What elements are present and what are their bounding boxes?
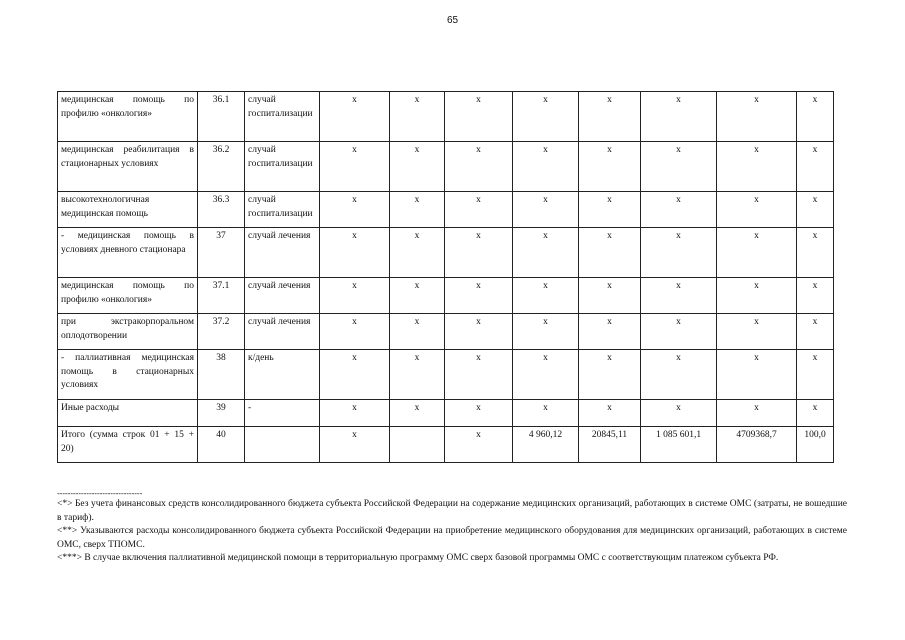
value-cell: х (445, 142, 513, 192)
value-cell: х (445, 314, 513, 350)
row-name-cell: Иные расходы (58, 400, 198, 427)
value-cell: х (320, 92, 390, 142)
value-cell: х (320, 228, 390, 278)
value-cell: х (390, 192, 445, 228)
footnote-3: <***> В случае включения паллиативной медицинской помощи в территориальную программу ОМС сверх базовой программы ОМС с соответствующим платежом субъекта РФ. (57, 553, 779, 563)
value-cell: х (797, 400, 834, 427)
value-cell: 100,0 (797, 427, 834, 463)
row-code-cell: 37.1 (198, 278, 245, 314)
value-cell: х (579, 192, 641, 228)
value-cell: х (579, 92, 641, 142)
value-cell: х (797, 350, 834, 400)
row-code-cell: 37 (198, 228, 245, 278)
financing-table (57, 91, 834, 463)
value-cell: х (513, 350, 579, 400)
footnotes (57, 489, 847, 566)
value-cell: х (320, 427, 390, 463)
value-cell: 4 960,12 (513, 427, 579, 463)
row-unit-cell: - (245, 400, 320, 427)
value-cell: х (320, 192, 390, 228)
value-cell: х (641, 314, 717, 350)
row-unit-cell: случай госпитализации (245, 192, 320, 228)
value-cell: х (390, 142, 445, 192)
row-name-cell: высокотехнологичная медицинская помощь (58, 192, 198, 228)
table-row (58, 228, 834, 278)
table-row (58, 427, 834, 463)
value-cell: х (513, 142, 579, 192)
row-code-cell: 36.2 (198, 142, 245, 192)
table-row (58, 142, 834, 192)
row-unit-cell: случай госпитализации (245, 142, 320, 192)
value-cell: х (513, 314, 579, 350)
value-cell: х (717, 192, 797, 228)
value-cell: х (797, 228, 834, 278)
value-cell: х (641, 278, 717, 314)
value-cell: х (641, 92, 717, 142)
row-name-cell: - паллиативная медицинская помощь в стационарных условиях (58, 350, 198, 400)
value-cell: х (513, 278, 579, 314)
row-code-cell: 40 (198, 427, 245, 463)
row-unit-cell: случай лечения (245, 228, 320, 278)
value-cell: х (320, 314, 390, 350)
value-cell: х (579, 350, 641, 400)
value-cell: х (797, 278, 834, 314)
page-number: 65 (446, 15, 459, 26)
value-cell: х (579, 400, 641, 427)
value-cell: х (797, 92, 834, 142)
table-row (58, 350, 834, 400)
row-name-cell: при экстракорпоральном оплодотворении (58, 314, 198, 350)
value-cell: х (320, 278, 390, 314)
value-cell: х (641, 142, 717, 192)
value-cell: 20845,11 (579, 427, 641, 463)
value-cell: х (579, 228, 641, 278)
value-cell: х (320, 142, 390, 192)
value-cell: х (513, 192, 579, 228)
value-cell: х (797, 192, 834, 228)
value-cell: х (513, 400, 579, 427)
row-name-cell: медицинская помощь по профилю «онкология» (58, 92, 198, 142)
table-row (58, 400, 834, 427)
row-unit-cell: к/день (245, 350, 320, 400)
value-cell: 4709368,7 (717, 427, 797, 463)
value-cell: х (390, 92, 445, 142)
value-cell: х (390, 314, 445, 350)
row-name-cell: - медицинская помощь в условиях дневного стационара (58, 228, 198, 278)
value-cell: х (445, 427, 513, 463)
table-row (58, 278, 834, 314)
value-cell: х (641, 192, 717, 228)
table-row (58, 192, 834, 228)
value-cell: х (390, 350, 445, 400)
value-cell: х (579, 314, 641, 350)
value-cell: х (445, 278, 513, 314)
value-cell: х (320, 400, 390, 427)
value-cell: х (390, 400, 445, 427)
footnote-1: <*> Без учета финансовых средств консолидированного бюджета субъекта Российской Федерации на содержание медицинских организаций, работающих в системе ОМС (затраты, не вошедшие в тариф). (57, 499, 847, 523)
table-row (58, 314, 834, 350)
footnote-2: <**> Указываются расходы консолидированного бюджета субъекта Российской Федерации на приобретение медицинского оборудования для медицинских организаций, работающих в системе ОМС, сверх ТПОМС. (57, 526, 847, 550)
row-unit-cell: случай лечения (245, 314, 320, 350)
value-cell: х (445, 92, 513, 142)
value-cell: х (579, 278, 641, 314)
value-cell: х (717, 228, 797, 278)
value-cell: х (717, 314, 797, 350)
row-name-cell: медицинская реабилитация в стационарных условиях (58, 142, 198, 192)
value-cell (390, 427, 445, 463)
row-code-cell: 36.1 (198, 92, 245, 142)
row-unit-cell: случай лечения (245, 278, 320, 314)
value-cell: х (717, 278, 797, 314)
row-code-cell: 36.3 (198, 192, 245, 228)
value-cell: 1 085 601,1 (641, 427, 717, 463)
row-name-cell: медицинская помощь по профилю «онкология» (58, 278, 198, 314)
value-cell: х (579, 142, 641, 192)
value-cell: х (797, 142, 834, 192)
value-cell: х (513, 228, 579, 278)
value-cell: х (717, 350, 797, 400)
row-name-cell: Итого (сумма строк 01 + 15 + 20) (58, 427, 198, 463)
value-cell: х (717, 92, 797, 142)
value-cell: х (513, 92, 579, 142)
value-cell: х (320, 350, 390, 400)
row-unit-cell: случай госпитализации (245, 92, 320, 142)
value-cell: х (641, 228, 717, 278)
value-cell: х (390, 278, 445, 314)
value-cell: х (641, 400, 717, 427)
value-cell: х (445, 350, 513, 400)
value-cell: х (445, 228, 513, 278)
value-cell: х (641, 350, 717, 400)
value-cell: х (797, 314, 834, 350)
row-code-cell: 37.2 (198, 314, 245, 350)
row-code-cell: 38 (198, 350, 245, 400)
footnote-separator: -------------------------------- (57, 489, 143, 498)
value-cell: х (390, 228, 445, 278)
value-cell: х (717, 142, 797, 192)
row-unit-cell (245, 427, 320, 463)
table-row (58, 92, 834, 142)
value-cell: х (717, 400, 797, 427)
value-cell: х (445, 192, 513, 228)
value-cell: х (445, 400, 513, 427)
row-code-cell: 39 (198, 400, 245, 427)
